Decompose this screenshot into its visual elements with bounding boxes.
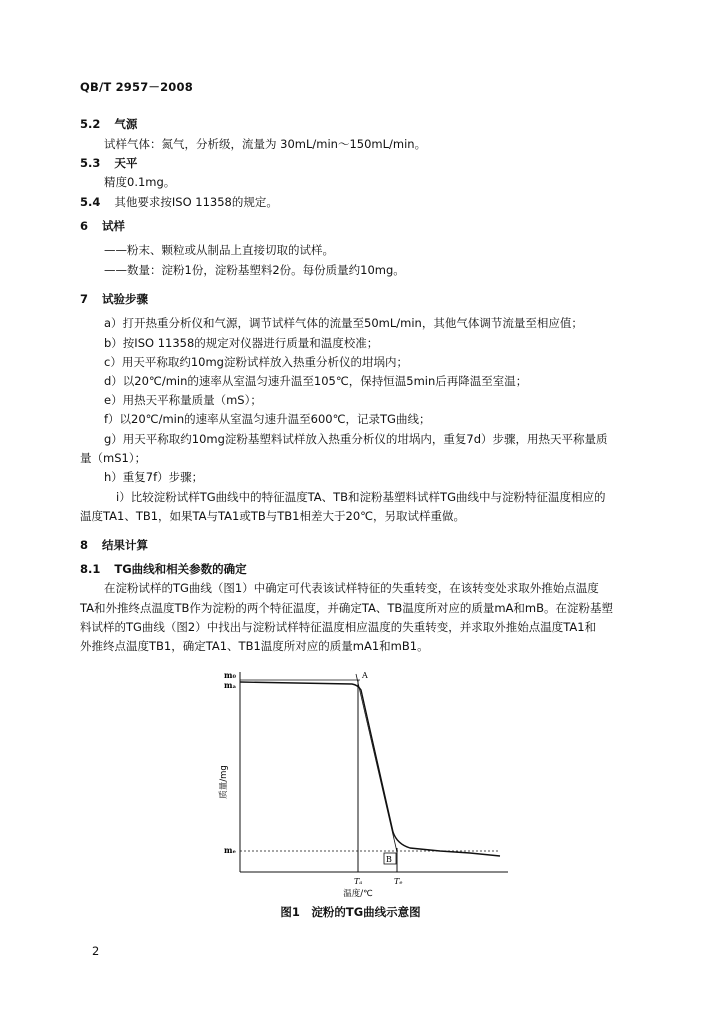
step-item: h）重复7f）步骤； [104, 470, 204, 484]
section-number: 5.4 [80, 195, 101, 209]
section-6-heading [80, 219, 125, 234]
section-title: TG曲线和相关参数的确定 [114, 562, 247, 576]
ta-label: Tₐ [354, 877, 363, 886]
section-number: 5.3 [80, 156, 101, 170]
paragraph-line: 料试样的TG曲线（图2）中找出与淀粉试样特征温度相应温度的失重转变，并求取外推始点温度TA1和 [80, 620, 597, 634]
ma-label: mₐ [224, 680, 237, 690]
onset-tangent-line [356, 674, 397, 852]
section-5-3-heading [80, 156, 137, 171]
section-number: 8.1 [80, 562, 101, 576]
list-item: ——数量：淀粉1份，淀粉基塑料2份。每份质量约10mg。 [104, 263, 405, 277]
section-8-1-heading [80, 562, 247, 577]
section-title: 气源 [114, 117, 138, 131]
step-item: f）以20℃/min的速率从室温匀速升温至600℃，记录TG曲线； [104, 412, 431, 426]
section-number: 6 [80, 219, 89, 233]
step-item: d）以20℃/min的速率从室温匀速升温至105℃，保持恒温5min后再降温至室温； [104, 374, 528, 388]
mb-label: mₑ [224, 845, 237, 855]
page-number: 2 [92, 944, 100, 958]
section-title: 试样 [102, 219, 126, 233]
figure-caption: 图1 淀粉的TG曲线示意图 [280, 905, 421, 919]
section-number: 5.2 [80, 117, 101, 131]
step-item: b）按ISO 11358的规定对仪器进行质量和温度校准； [104, 336, 379, 350]
section-title: 试验步骤 [102, 292, 149, 306]
list-item: ——粉末、颗粒或从制品上直接切取的试样。 [104, 243, 334, 257]
standard-code: QB/T 2957－2008 [80, 80, 193, 94]
section-number: 8 [80, 538, 89, 552]
ms-label: m₀ [224, 670, 236, 680]
paragraph-line: 外推终点温度TB1，确定TA1、TB1温度所对应的质量mA1和mB1。 [80, 639, 429, 653]
tg-curve [240, 682, 500, 856]
section-title: 结果计算 [102, 538, 149, 552]
section-5-4 [80, 195, 278, 210]
step-item: c）用天平称取约10mg淀粉试样放入热重分析仪的坩埚内； [104, 355, 408, 369]
section-number: 7 [80, 292, 89, 306]
point-a-label: A [362, 671, 368, 680]
section-title: 天平 [114, 156, 138, 170]
tb-label: Tₑ [394, 877, 403, 886]
step-item-continued: 温度TA1、TB1，如果TA与TA1或TB与TB1相差大于20℃，另取试样重做。 [80, 509, 466, 523]
paragraph-line: TA和外推终点温度TB作为淀粉的两个特征温度，并确定TA、TB温度所对应的质量mA和mB。在淀粉基塑 [80, 601, 613, 615]
tg-curve-figure [0, 660, 701, 930]
point-b-label: B [386, 855, 392, 864]
section-8-heading [80, 538, 148, 553]
section-7-heading [80, 292, 148, 307]
y-axis-label: 质量/mg [219, 765, 229, 799]
step-item: g）用天平称取约10mg淀粉基塑料试样放入热重分析仪的坩埚内，重复7d）步骤，用热天平称量质 [104, 432, 608, 446]
section-text: 其他要求按ISO 11358的规定。 [114, 195, 278, 209]
section-5-2-heading [80, 117, 137, 132]
step-item: e）用热天平称量质量（mS）； [104, 393, 262, 407]
step-item: a）打开热重分析仪和气源，调节试样气体的流量至50mL/min，其他气体调节流量至相应值； [104, 316, 583, 330]
section-5-2-text: 试样气体：氮气，分析级，流量为 30mL/min～150mL/min。 [104, 137, 427, 151]
x-axis-label: 温度/℃ [343, 889, 373, 899]
step-item: i）比较淀粉试样TG曲线中的特征温度TA、TB和淀粉基塑料试样TG曲线中与淀粉特征温度相应的 [116, 490, 606, 504]
paragraph-line: 在淀粉试样的TG曲线（图1）中确定可代表该试样特征的失重转变，在该转变处求取外推始点温度 [104, 581, 599, 595]
section-5-3-text: 精度0.1mg。 [104, 175, 176, 189]
step-item-continued: 量（mS1）； [80, 451, 147, 465]
